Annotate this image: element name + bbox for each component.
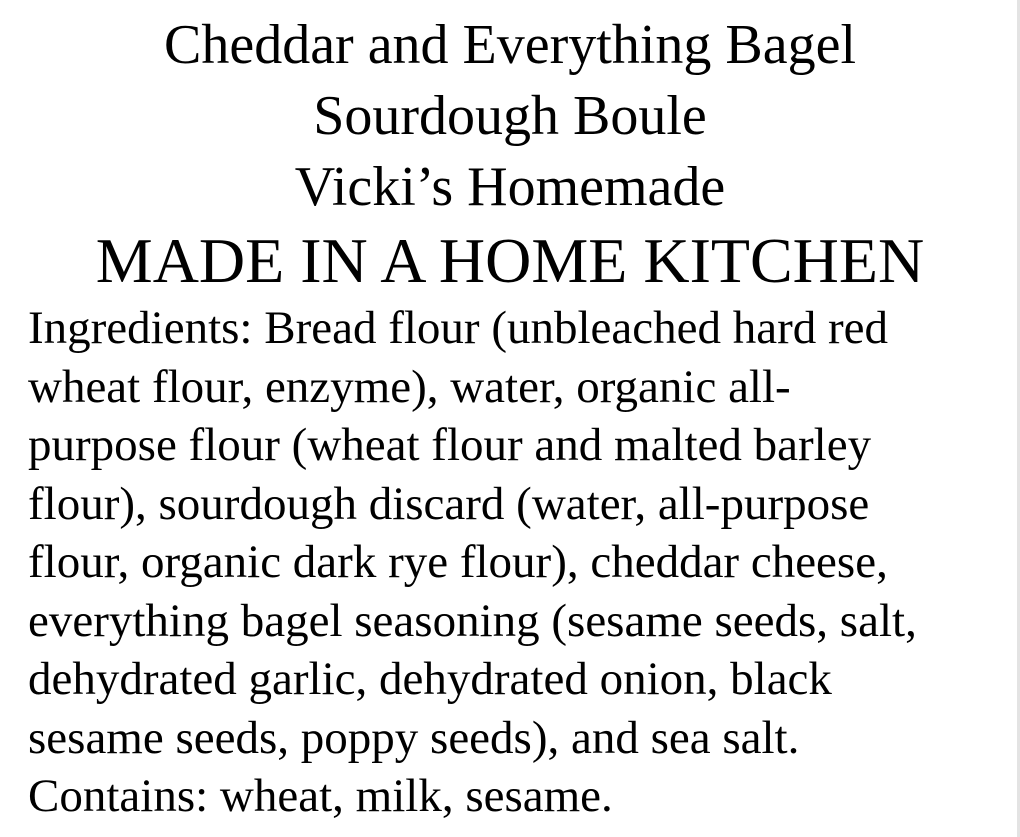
ingredients-line: Ingredients: Bread flour (unbleached hard red [28, 302, 888, 354]
brand-name: Vicki’s Homemade [294, 156, 726, 218]
home-kitchen-notice: MADE IN A HOME KITCHEN [95, 225, 925, 296]
product-title-line-1: Cheddar and Everything Bagel [163, 14, 856, 76]
ingredients-line: sesame seeds, poppy seeds), and sea salt. [28, 711, 800, 764]
product-title-line-2: Sourdough Boule [313, 85, 707, 147]
ingredients-line: everything bagel seasoning (sesame seeds, salt, [28, 594, 917, 647]
allergen-statement: Contains: wheat, milk, sesame. [28, 770, 613, 822]
ingredients-block [28, 299, 1020, 767]
ingredients-line: purpose flour (wheat flour and malted barley [28, 419, 872, 471]
ingredients-line: wheat flour, enzyme), water, organic all- [28, 360, 791, 413]
ingredients-line: flour, organic dark rye flour), cheddar cheese, [28, 536, 888, 588]
ingredients-line: flour), sourdough discard (water, all-purpose [28, 477, 870, 530]
ingredients-line: dehydrated garlic, dehydrated onion, black [28, 653, 832, 705]
